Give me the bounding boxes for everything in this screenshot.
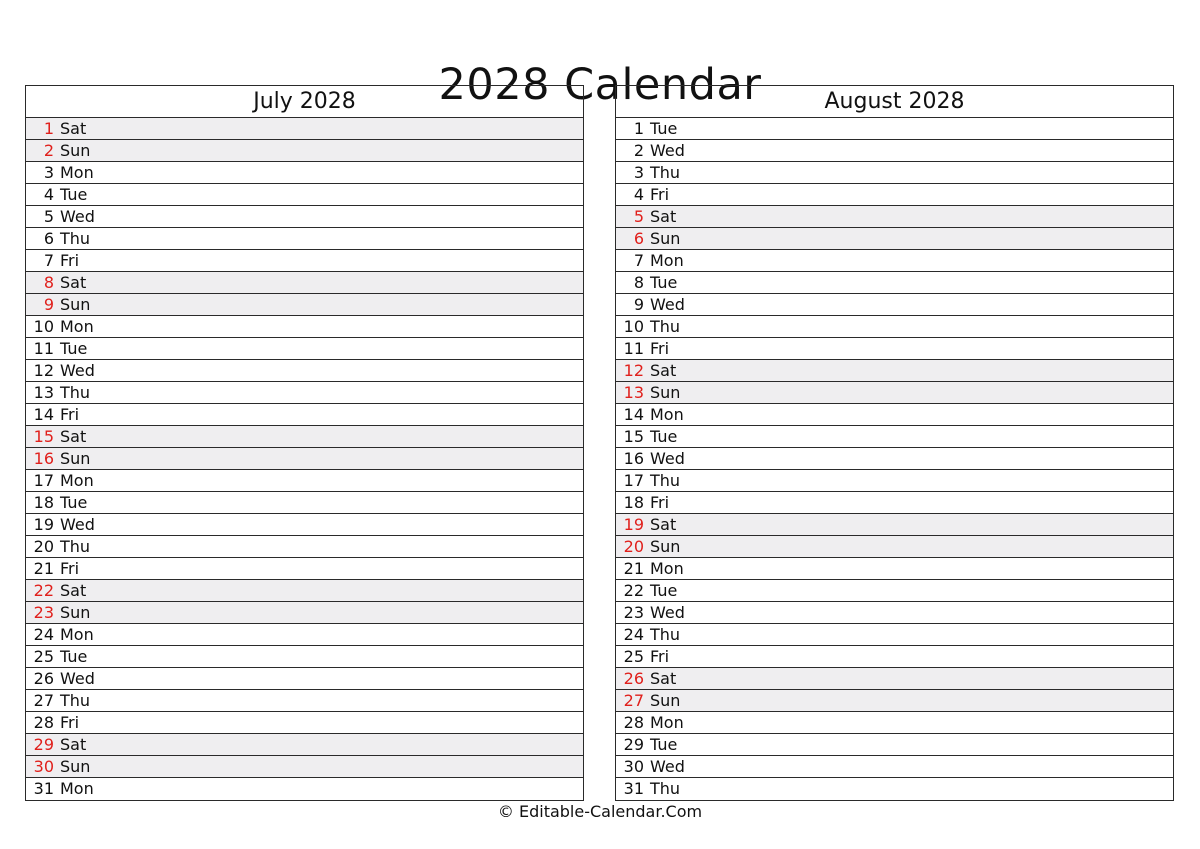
day-row [26,316,583,338]
day-number: 31 [623,779,644,798]
day-name: Thu [650,163,681,182]
day-number: 23 [623,603,644,622]
day-number: 12 [33,361,54,380]
day-name: Sun [60,449,91,468]
day-name: Sat [60,735,87,754]
day-name: Mon [60,163,94,182]
day-row [616,316,1173,338]
day-number: 21 [623,559,644,578]
day-name: Wed [650,449,685,468]
day-number: 29 [33,735,54,754]
day-name: Thu [60,537,91,556]
month-header: August 2028 [616,86,1173,118]
day-number: 2 [633,141,644,160]
day-name: Sat [60,273,87,292]
day-row [616,184,1173,206]
weekend-day-row [616,668,1173,690]
day-number: 31 [33,779,54,798]
day-name: Sun [60,295,91,314]
day-row [26,184,583,206]
day-name: Tue [650,581,678,600]
day-number: 28 [623,713,644,732]
day-number: 24 [623,625,644,644]
day-name: Thu [60,691,91,710]
day-name: Wed [650,141,685,160]
day-number: 30 [33,757,54,776]
day-name: Sun [650,537,681,556]
day-row [616,756,1173,778]
day-list [616,118,1173,800]
day-row [616,272,1173,294]
day-row [26,712,583,734]
day-row [26,162,583,184]
weekend-day-row [26,756,583,778]
day-number: 6 [43,229,54,248]
day-number: 29 [623,735,644,754]
day-number: 28 [33,713,54,732]
day-number: 27 [33,691,54,710]
day-number: 17 [623,471,644,490]
day-row [616,602,1173,624]
day-number: 3 [633,163,644,182]
day-row [616,426,1173,448]
day-name: Sun [650,383,681,402]
weekend-day-row [26,734,583,756]
weekend-day-row [616,206,1173,228]
weekend-day-row [26,140,583,162]
day-name: Thu [60,383,91,402]
day-row [616,734,1173,756]
day-number: 9 [633,295,644,314]
day-number: 20 [623,537,644,556]
day-row [26,206,583,228]
day-number: 10 [33,317,54,336]
weekend-day-row [616,536,1173,558]
day-number: 3 [43,163,54,182]
day-row [26,382,583,404]
day-number: 19 [623,515,644,534]
day-number: 18 [33,493,54,512]
day-row [26,558,583,580]
day-name: Fri [60,559,80,578]
day-name: Sun [60,141,91,160]
day-name: Sun [650,229,681,248]
day-name: Fri [60,251,80,270]
day-number: 30 [623,757,644,776]
day-name: Mon [60,317,94,336]
day-number: 1 [633,119,644,138]
day-number: 13 [623,383,644,402]
day-name: Sun [60,603,91,622]
day-number: 8 [633,273,644,292]
day-name: Thu [650,471,681,490]
day-number: 16 [623,449,644,468]
weekend-day-row [26,448,583,470]
day-row [616,338,1173,360]
day-number: 7 [43,251,54,270]
day-name: Thu [650,779,681,798]
weekend-day-row [26,602,583,624]
day-row [26,536,583,558]
day-row [616,492,1173,514]
day-number: 27 [623,691,644,710]
day-number: 20 [33,537,54,556]
day-row [616,558,1173,580]
day-name: Sun [650,691,681,710]
day-number: 14 [33,405,54,424]
day-name: Sat [650,515,677,534]
day-name: Fri [650,493,670,512]
weekend-day-row [26,294,583,316]
day-number: 2 [43,141,54,160]
day-name: Tue [60,647,88,666]
day-name: Sat [650,669,677,688]
day-name: Sat [60,119,87,138]
day-row [26,778,583,800]
day-name: Mon [60,625,94,644]
day-number: 21 [33,559,54,578]
month-header: July 2028 [26,86,583,118]
day-row [26,492,583,514]
day-number: 7 [633,251,644,270]
day-number: 18 [623,493,644,512]
day-number: 10 [623,317,644,336]
day-name: Fri [60,405,80,424]
day-row [26,338,583,360]
day-number: 4 [633,185,644,204]
day-number: 17 [33,471,54,490]
weekend-day-row [616,514,1173,536]
day-list [26,118,583,800]
day-number: 22 [623,581,644,600]
day-number: 1 [43,119,54,138]
day-name: Fri [650,339,670,358]
day-number: 14 [623,405,644,424]
day-name: Sun [60,757,91,776]
day-number: 25 [623,647,644,666]
day-number: 23 [33,603,54,622]
day-name: Sat [60,581,87,600]
day-row [616,162,1173,184]
weekend-day-row [616,382,1173,404]
day-number: 22 [33,581,54,600]
weekend-day-row [616,690,1173,712]
day-row [616,624,1173,646]
weekend-day-row [26,426,583,448]
day-number: 4 [43,185,54,204]
day-name: Tue [650,119,678,138]
day-name: Tue [60,339,88,358]
day-row [26,228,583,250]
day-number: 11 [623,339,644,358]
day-number: 19 [33,515,54,534]
day-number: 26 [623,669,644,688]
day-name: Mon [650,251,684,270]
footer-credit: © Editable-Calendar.Com [497,802,703,821]
day-row [26,668,583,690]
day-row [616,580,1173,602]
day-name: Sat [650,361,677,380]
day-name: Wed [650,603,685,622]
day-name: Mon [650,713,684,732]
day-row [616,294,1173,316]
day-number: 6 [633,229,644,248]
day-name: Tue [650,427,678,446]
day-name: Thu [60,229,91,248]
day-name: Sat [650,207,677,226]
day-number: 9 [43,295,54,314]
day-name: Fri [650,185,670,204]
day-row [616,470,1173,492]
day-name: Mon [60,471,94,490]
day-row [26,646,583,668]
day-number: 5 [633,207,644,226]
day-name: Wed [650,757,685,776]
day-name: Wed [60,515,95,534]
day-row [26,690,583,712]
day-number: 15 [33,427,54,446]
day-name: Fri [650,647,670,666]
day-row [616,404,1173,426]
day-name: Thu [650,625,681,644]
day-name: Tue [60,185,88,204]
day-row [26,624,583,646]
day-name: Tue [650,273,678,292]
day-name: Sat [60,427,87,446]
month-table-august [615,85,1174,801]
day-row [616,448,1173,470]
day-name: Mon [650,559,684,578]
day-number: 24 [33,625,54,644]
day-row [26,514,583,536]
day-name: Wed [650,295,685,314]
day-number: 13 [33,383,54,402]
day-row [26,360,583,382]
weekend-day-row [26,272,583,294]
day-name: Thu [650,317,681,336]
weekend-day-row [616,360,1173,382]
day-number: 26 [33,669,54,688]
day-row [616,250,1173,272]
day-number: 25 [33,647,54,666]
weekend-day-row [616,228,1173,250]
day-number: 16 [33,449,54,468]
day-number: 11 [33,339,54,358]
day-row [616,778,1173,800]
day-number: 15 [623,427,644,446]
day-row [26,250,583,272]
day-name: Wed [60,669,95,688]
day-number: 8 [43,273,54,292]
day-name: Mon [650,405,684,424]
weekend-day-row [26,580,583,602]
day-row [616,712,1173,734]
day-name: Wed [60,361,95,380]
day-name: Tue [650,735,678,754]
day-name: Tue [60,493,88,512]
month-table-july [25,85,584,801]
day-name: Mon [60,779,94,798]
day-row [26,470,583,492]
day-row [26,404,583,426]
day-number: 5 [43,207,54,226]
day-row [616,140,1173,162]
day-row [616,646,1173,668]
day-number: 12 [623,361,644,380]
weekend-day-row [26,118,583,140]
day-name: Wed [60,207,95,226]
day-row [616,118,1173,140]
day-name: Fri [60,713,80,732]
page-title: 2028 Calendar [438,59,762,110]
